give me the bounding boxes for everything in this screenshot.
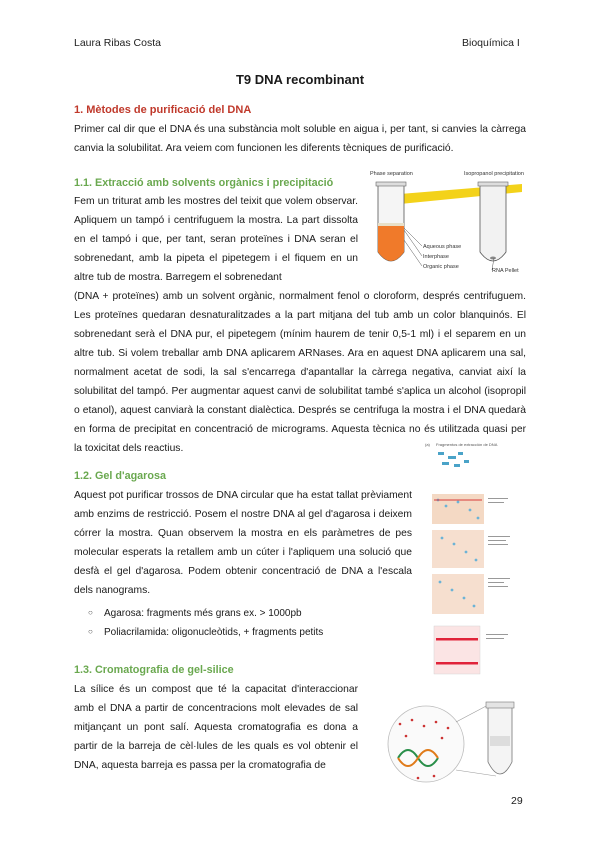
phase-separation-figure (364, 166, 534, 278)
figure-caption: Fragmentos de extracción de DNA (436, 442, 498, 447)
label-rna-pellet: RNA Pellet (492, 268, 519, 274)
organic-phase-fill (378, 226, 404, 261)
figure-right-title: Isopropanol precipitation (464, 171, 524, 177)
page-title: T9 DNA recombinant (235, 72, 365, 87)
right-tube (478, 182, 508, 261)
gel-lane-panel (434, 626, 480, 674)
label-organic: Organic phase (423, 264, 459, 270)
section-1-1-heading: 1.1. Extracció amb solvents orgànics i precipitació (74, 177, 334, 189)
section-1-intro: Primer cal dir que el DNA és una substància molt soluble en aigua i, per tant, si canvies la càrrega canvia la solubilitat. Ara veiem com funcionen les diferents tècniques de purificació. (74, 124, 526, 154)
section-1-1-text: (DNA + proteïnes) amb un solvent orgànic, normalment fenol o cloroform, després centrifuguem. Les proteïnes quedaran desnaturalitzades a la part mitjana del tub amb un color blanquinós. El sobrenedant serà el DNA pur, el pipetegem (mínim haurem de tenir 0,5-1 ml) i el separem en un altre tub. Si volem treballar amb DNA aplicarem ARNases. Ara en aquest DNA aplicarem una sal, normalment acetat de sodi, la sal s'encarrega d'apantallar la càrrega negativa, canviat així la solubilitat del tampó. Per augmentar aquest canvi de solubilitat també s'aplica un alcohol (isopropil o etanol), aquest canviarà la constant dialèctica. Després se centrifuga la mostra i el DNA quedarà en forma de precipitat en concentració de micrograms. Aquesta tècnica no és utilitzada quasi per la toxicitat dels reactius. (74, 291, 526, 454)
gel-extraction-figure (424, 440, 526, 684)
gel-panel (432, 530, 484, 568)
section-1-1-wrapped-text: Fem un triturat amb les mostres del teixit que volem observar. Apliquem un tampó i centrifuguem la mostra. La part dissolta en el tampó i que, per tant, seran proteïnes i DNA seran el sobrenedant, amb la pipeta el pipetegem i el fiquem en un altre tub de mostra. Barregem el sobrenedant (74, 196, 358, 283)
gel-panel (432, 494, 484, 524)
gel-band (436, 638, 478, 641)
figure-left-title: Phase separation (370, 171, 413, 177)
silica-membrane (490, 736, 510, 746)
section-1-3-heading: 1.3. Cromatografia de gel-silice (74, 664, 234, 676)
page-number: 29 (511, 795, 523, 807)
silica-column-figure (378, 696, 528, 796)
gel-panel (432, 574, 484, 614)
bullet-item: ○ Agarosa: fragments més grans ex. > 1000pb (88, 608, 302, 619)
gel-band (436, 662, 478, 665)
section-1-2-heading: 1.2. Gel d'agarosa (74, 470, 166, 482)
header-author: Laura Ribas Costa (74, 37, 161, 49)
section-1-heading: 1. Mètodes de purificació del DNA (74, 104, 252, 116)
left-tube (376, 182, 406, 261)
section-1-3-text: La sílice és un compost que té la capacitat d'interaccionar amb el DNA a partir de concentracions molt elevades de sal mitjançant un pont salí. Aquesta cromatografia es dona a partir de la barreja de cèl·lules de les quals es vol obtenir el DNA, aquesta barreja es passa per la cromatografia de (74, 684, 358, 771)
label-interphase: Interphase (423, 254, 449, 260)
figure-panel-label: (a) (425, 442, 430, 447)
header-subject: Bioquímica I (462, 37, 520, 49)
magnified-circle (388, 706, 464, 782)
label-aqueous: Aqueous phase (423, 244, 462, 250)
section-1-2-text: Aquest pot purificar trossos de DNA circular que ha estat tallat prèviament amb enzims de restricció. Posem el nostre DNA al gel d'agarosa i deixem córrer la mostra. Quan observem la mostra en els paràmetres de pes molecular esperats la retallem amb un cúter i l'apliquem una solució que desfà el gel d'agarosa. Podem obtenir concentració de DNA a l'escala dels nanograms. (74, 490, 412, 596)
bullet-item: ○ Poliacrilamida: oligonucleòtids, + fragments petits (88, 627, 324, 638)
